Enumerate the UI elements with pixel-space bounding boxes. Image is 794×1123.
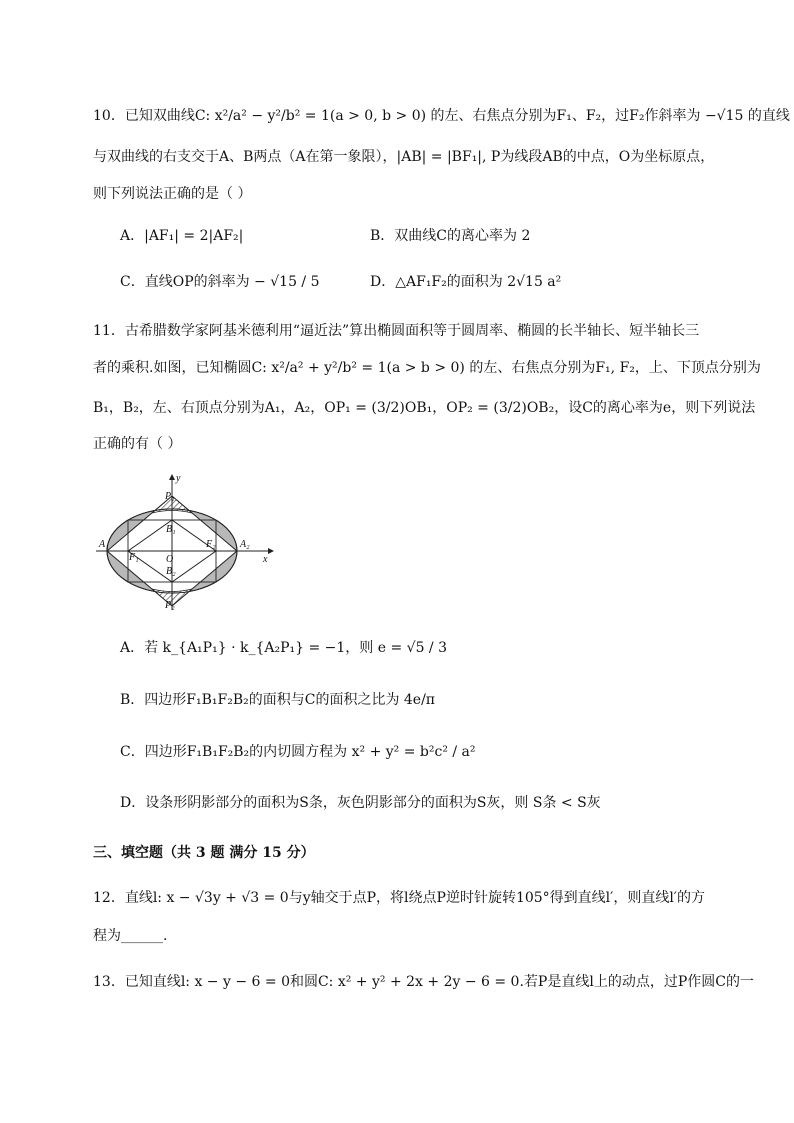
- label-a2: A₂: [240, 539, 250, 550]
- q11-option-c: C．四边形F₁B₁F₂B₂的内切圆方程为 x² + y² = b²c² / a²: [120, 744, 476, 760]
- q11-line3: B₁，B₂，左、右顶点分别为A₁，A₂，OP₁ = (3/2)OB₁，OP₂ = (3/2)OB₂，设C的离心率为e，则下列说法: [93, 400, 756, 416]
- q10-line2: 与双曲线的右支交于A、B两点（A在第一象限），|AB| = |BF₁|, P为线段AB的中点，O为坐标原点，: [93, 149, 715, 165]
- label-a1: A₁: [99, 539, 109, 550]
- label-p1: P₁: [165, 491, 175, 502]
- label-p2: P₂: [165, 600, 175, 611]
- label-y: y: [176, 473, 181, 484]
- q11-line1: 11．古希腊数学家阿基米德利用“逼近法”算出椭圆面积等于圆周率、椭圆的长半轴长、短半轴长三: [93, 323, 700, 339]
- ellipse-figure: [96, 472, 276, 612]
- q11-option-d: D．设条形阴影部分的面积为S条，灰色阴影部分的面积为S灰，则 S条 < S灰: [120, 795, 601, 811]
- q13-line1: 13．已知直线l: x − y − 6 = 0和圆C: x² + y² + 2x + 2y − 6 = 0.若P是直线l上的动点，过P作圆C的一: [93, 974, 754, 990]
- q12-line1: 12．直线l: x − √3y + √3 = 0与y轴交于点P，将l绕点P逆时针旋转105°得到直线l′，则直线l′的方: [93, 890, 705, 906]
- section-title: 三、填空题（共 3 题 满分 15 分）: [93, 845, 315, 861]
- q10-line3: 则下列说法正确的是（ ）: [93, 186, 252, 202]
- label-b2: B₂: [166, 566, 176, 577]
- label-x: x: [263, 554, 268, 565]
- label-o: O: [166, 554, 174, 565]
- q12-line2: 程为______.: [93, 928, 168, 944]
- q10-option-b: B．双曲线C的离心率为 2: [370, 228, 531, 244]
- q10-line1: 10．已知双曲线C: x²/a² − y²/b² = 1(a > 0, b > 0) 的左、右焦点分别为F₁、F₂，过F₂作斜率为 −√15 的直线: [93, 108, 790, 124]
- label-f2: F₂: [206, 539, 216, 550]
- q10-option-d: D．△AF₁F₂的面积为 2√15 a²: [370, 274, 562, 290]
- q11-line4: 正确的有（ ）: [93, 436, 182, 452]
- q11-option-a: A．若 k_{A₁P₁} · k_{A₂P₁} = −1，则 e = √5 / 3: [120, 640, 448, 656]
- label-f1: F₁: [129, 552, 139, 563]
- q11-option-b: B．四边形F₁B₁F₂B₂的面积与C的面积之比为 4e/π: [120, 692, 436, 708]
- q10-option-c: C．直线OP的斜率为 − √15 / 5: [120, 274, 320, 290]
- q10-option-a: A．|AF₁| = 2|AF₂|: [120, 228, 244, 244]
- q11-line2: 者的乘积.如图，已知椭圆C: x²/a² + y²/b² = 1(a > b > 0) 的左、右焦点分别为F₁, F₂，上、下顶点分别为: [93, 360, 761, 376]
- label-b1: B₁: [166, 524, 176, 535]
